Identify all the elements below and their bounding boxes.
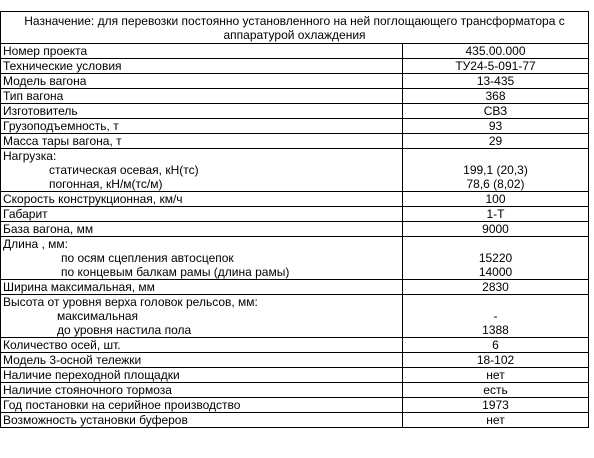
capacity-label: Грузоподъемность, т [1,119,403,134]
model-label: Модель вагона [1,74,403,89]
load-group-value [403,149,589,164]
table-row [1,398,589,413]
axles-label: Количество осей, шт. [1,338,403,353]
type-label: Тип вагона [1,89,403,104]
table-row [1,119,589,134]
brake-label: Наличие стояночного тормоза [1,383,403,398]
table-row [1,104,589,119]
wagon-spec-sheet [0,11,588,428]
capacity-value: 93 [403,119,589,134]
gauge-value: 1-Т [403,207,589,222]
table-row [1,237,589,252]
table-row [1,177,589,192]
frame-length-label: по концевым балкам рамы (длина рамы) [1,265,403,280]
max-height-label: максимальная [1,309,403,323]
table-row [1,192,589,207]
bogie-label: Модель 3-осной тележки [1,353,403,368]
table-row [1,163,589,177]
tare-value: 29 [403,134,589,149]
static-axle-load-label: статическая осевая, кН(тс) [1,163,403,177]
maker-label: Изготовитель [1,104,403,119]
purpose-header: Назначение: для перевозки постоянно установленного на ней поглощающего трансформатора с аппаратурой охлаждения [1,12,589,44]
maker-value: СВЗ [403,104,589,119]
table-row [1,44,589,59]
bogie-value: 18-102 [403,353,589,368]
load-group-label: Нагрузка: [1,149,403,164]
year-label: Год постановки на серийное производство [1,398,403,413]
table-row [1,134,589,149]
linear-load-value: 78,6 (8,02) [403,177,589,192]
table-row [1,265,589,280]
project-value: 435.00.000 [403,44,589,59]
table-row [1,338,589,353]
header-row [1,12,589,44]
spec-table [0,11,589,428]
table-row [1,323,589,338]
table-row [1,74,589,89]
table-row [1,59,589,74]
table-row [1,353,589,368]
platform-value: нет [403,368,589,383]
speed-label: Скорость конструкционная, км/ч [1,192,403,207]
table-row [1,413,589,428]
table-row [1,368,589,383]
table-row [1,89,589,104]
frame-length-value: 14000 [403,265,589,280]
height-group-label: Высота от уровня верха головок рельсов, мм: [1,295,403,310]
gauge-label: Габарит [1,207,403,222]
floor-height-label: до уровня настила пола [1,323,403,338]
length-group-label: Длина , мм: [1,237,403,252]
base-label: База вагона, мм [1,222,403,237]
platform-label: Наличие переходной площадки [1,368,403,383]
speed-value: 100 [403,192,589,207]
table-row [1,251,589,265]
coupler-length-label: по осям сцепления автосцепок [1,251,403,265]
tare-label: Масса тары вагона, т [1,134,403,149]
table-row [1,295,589,310]
table-row [1,207,589,222]
width-label: Ширина максимальная, мм [1,280,403,295]
table-row [1,149,589,164]
base-value: 9000 [403,222,589,237]
width-value: 2830 [403,280,589,295]
year-value: 1973 [403,398,589,413]
floor-height-value: 1388 [403,323,589,338]
max-height-value: - [403,309,589,323]
tech-conditions-label: Технические условия [1,59,403,74]
buffers-label: Возможность установки буферов [1,413,403,428]
axles-value: 6 [403,338,589,353]
project-label: Номер проекта [1,44,403,59]
brake-value: есть [403,383,589,398]
coupler-length-value: 15220 [403,251,589,265]
table-row [1,309,589,323]
table-row [1,280,589,295]
buffers-value: нет [403,413,589,428]
table-row [1,222,589,237]
static-axle-load-value: 199,1 (20,3) [403,163,589,177]
table-row [1,383,589,398]
height-group-value [403,295,589,310]
type-value: 368 [403,89,589,104]
model-value: 13-435 [403,74,589,89]
linear-load-label: погонная, кН/м(тс/м) [1,177,403,192]
length-group-value [403,237,589,252]
tech-conditions-value: ТУ24-5-091-77 [403,59,589,74]
